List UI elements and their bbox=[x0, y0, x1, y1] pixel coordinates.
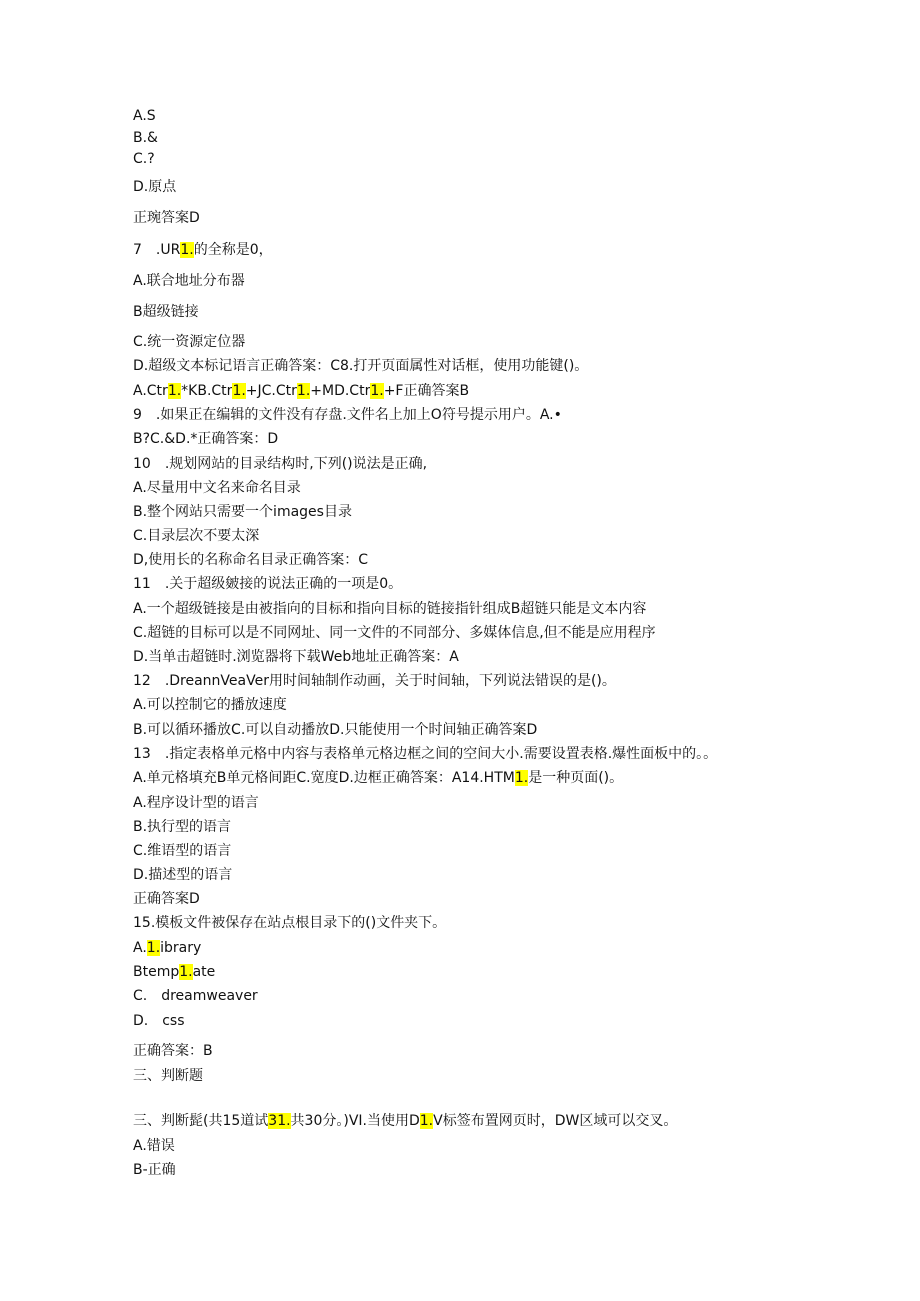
text-line: A.1.ibrary bbox=[133, 940, 202, 956]
highlight-mark: 1. bbox=[167, 383, 182, 399]
text-line: A.单元格填充B单元格间距C.宽度D.边框正确答案：A14.HTM1.是一种页面()。 bbox=[133, 770, 624, 786]
highlight-mark: 1. bbox=[370, 383, 384, 399]
answer-line: 正确答案D bbox=[133, 891, 200, 907]
question-line: 15.模板文件被保存在站点根目录下的()文件夹下。 bbox=[133, 915, 447, 931]
question-line: 三、判断髭(共15道试31.共30分。)VI.当使用D1.V标签布置网页时，DW区域可以交叉。 bbox=[133, 1113, 678, 1129]
highlight-mark: 1. bbox=[514, 770, 529, 786]
text-line: A.Ctr1.*KB.Ctr1.+JC.Ctr1.+MD.Ctr1.+F正确答案B bbox=[133, 383, 470, 399]
answer-line: 正确答案：B bbox=[133, 1043, 213, 1059]
question-line: 11 .关于超级皴接的说法正确的一项是0。 bbox=[133, 576, 403, 592]
highlight-mark: 1. bbox=[146, 940, 161, 956]
text-line: C. dreamweaver bbox=[133, 988, 258, 1004]
text-line: B.整个网站只需要一个images目录 bbox=[133, 504, 352, 520]
text-line: C.超链的目标可以是不同网址、同一文件的不同部分、多媒体信息,但不能是应用程序 bbox=[133, 625, 656, 641]
text-line: B.& bbox=[133, 130, 158, 146]
text-line: A.联合地址分布器 bbox=[133, 273, 245, 289]
answer-line: 正琬答案D bbox=[133, 210, 200, 226]
text-line: C.? bbox=[133, 151, 155, 167]
text-line: D.描述型的语言 bbox=[133, 867, 233, 883]
text-line: B.执行型的语言 bbox=[133, 819, 232, 835]
section-heading: 三、判断题 bbox=[133, 1068, 203, 1084]
text-line: A.S bbox=[133, 108, 156, 124]
text-line: B.可以循环播放C.可以自动播放D.只能使用一个时间轴正确答案D bbox=[133, 722, 538, 738]
text-line: D,使用长的名称命名目录正确答案：C bbox=[133, 552, 369, 568]
text-line: C.目录层次不要太深 bbox=[133, 528, 260, 544]
highlight-mark: 1. bbox=[179, 964, 193, 980]
text-line: A.错误 bbox=[133, 1138, 175, 1154]
text-line: B?C.&D.*正确答案：D bbox=[133, 431, 279, 447]
highlight-mark: 1. bbox=[232, 383, 246, 399]
text-line: D.原点 bbox=[133, 179, 177, 195]
text-line: B-正确 bbox=[133, 1162, 176, 1178]
text-line: A.尽量用中文名来命名目录 bbox=[133, 480, 301, 496]
highlight-mark: 31. bbox=[268, 1113, 291, 1129]
text-line: C.维语型的语言 bbox=[133, 843, 232, 859]
highlight-mark: 1. bbox=[296, 383, 311, 399]
highlight-mark: 1. bbox=[180, 242, 194, 258]
question-line: 12 .DreannVeaVer用时间轴制作动画，关于时间轴，下列说法错误的是()。 bbox=[133, 673, 616, 689]
text-line: A.可以控制它的播放速度 bbox=[133, 697, 287, 713]
highlight-mark: 1. bbox=[419, 1113, 434, 1129]
text-line: C.统一资源定位器 bbox=[133, 334, 246, 350]
text-line: A.程序设计型的语言 bbox=[133, 795, 259, 811]
question-line: 7 .UR1.的全称是0， bbox=[133, 242, 273, 258]
text-line: B超级链接 bbox=[133, 304, 199, 320]
text-line: D.当单击超链时.浏览器将下载Web地址正确答案：A bbox=[133, 649, 459, 665]
question-line: 13 .指定表格单元格中内容与表格单元格边框之间的空间大小.需要设置表格.爆性面板中的。。 bbox=[133, 746, 718, 762]
text-line: D. css bbox=[133, 1013, 185, 1029]
text-line: D.超级文本标记语言正确答案：C8.打开页面属性对话框，使用功能键()。 bbox=[133, 358, 589, 374]
text-line: A.一个超级链接是由被指向的目标和指向目标的链接指针组成B超链只能是文本内容 bbox=[133, 601, 647, 617]
question-line: 9 .如果正在编辑的文件没有存盘.文件名上加上O符号提示用户。A.• bbox=[133, 407, 562, 423]
text-line: Btemp1.ate bbox=[133, 964, 216, 980]
question-line: 10 .规划网站的目录结构时,下列()说法是正确, bbox=[133, 456, 428, 472]
